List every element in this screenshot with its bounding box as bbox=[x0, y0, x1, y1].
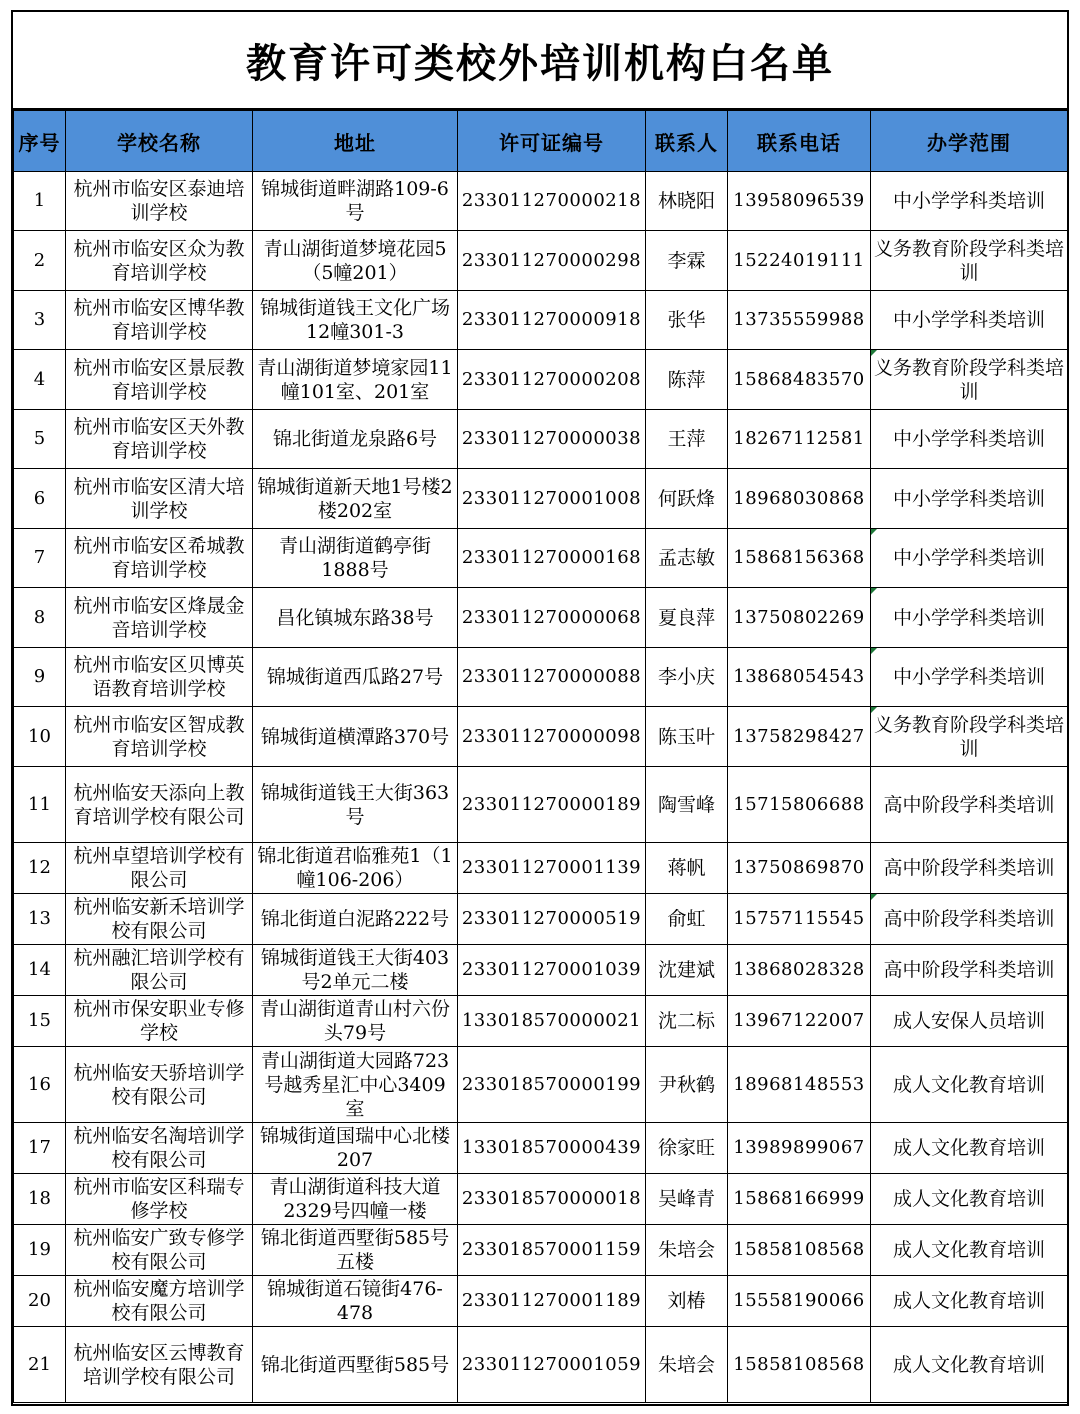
cell-contact: 王萍 bbox=[646, 410, 728, 469]
column-header-name: 学校名称 bbox=[66, 111, 253, 172]
cell-phone: 15858108568 bbox=[728, 1225, 871, 1276]
cell-contact: 朱培会 bbox=[646, 1225, 728, 1276]
cell-license-number: 233018570000018 bbox=[458, 1174, 646, 1225]
cell-phone: 18267112581 bbox=[728, 410, 871, 469]
cell-phone: 15224019111 bbox=[728, 231, 871, 291]
cell-contact: 吴峰青 bbox=[646, 1174, 728, 1225]
cell-school-name: 杭州市临安区希城教育培训学校 bbox=[66, 529, 253, 588]
cell-scope: 中小学学科类培训 bbox=[871, 469, 1068, 529]
cell-scope: 高中阶段学科类培训 bbox=[871, 945, 1068, 996]
cell-scope: 义务教育阶段学科类培训 bbox=[871, 231, 1068, 291]
table-row bbox=[14, 469, 1068, 529]
cell-comment-marker bbox=[871, 707, 877, 713]
table-row bbox=[14, 1174, 1068, 1225]
cell-contact: 沈建斌 bbox=[646, 945, 728, 996]
cell-scope: 成人文化教育培训 bbox=[871, 1123, 1068, 1174]
cell-scope: 中小学学科类培训 bbox=[871, 648, 1068, 707]
cell-phone: 13989899067 bbox=[728, 1123, 871, 1174]
cell-address: 青山湖街道梦境家园11幢101室、201室 bbox=[253, 350, 458, 410]
cell-phone: 13750869870 bbox=[728, 843, 871, 894]
cell-comment-marker bbox=[871, 529, 877, 535]
table-row bbox=[14, 1327, 1068, 1403]
cell-contact: 陶雪峰 bbox=[646, 767, 728, 843]
cell-comment-marker bbox=[871, 894, 877, 900]
cell-school-name: 杭州市保安职业专修学校 bbox=[66, 996, 253, 1047]
cell-school-name: 杭州临安天骄培训学校有限公司 bbox=[66, 1047, 253, 1123]
cell-scope: 中小学学科类培训 bbox=[871, 588, 1068, 648]
cell-license-number: 233018570001159 bbox=[458, 1225, 646, 1276]
table-row bbox=[14, 291, 1068, 350]
cell-no: 12 bbox=[14, 843, 66, 894]
cell-school-name: 杭州临安区云博教育培训学校有限公司 bbox=[66, 1327, 253, 1403]
cell-school-name: 杭州市临安区泰迪培训学校 bbox=[66, 172, 253, 231]
cell-no: 11 bbox=[14, 767, 66, 843]
table-row bbox=[14, 945, 1068, 996]
cell-no: 20 bbox=[14, 1276, 66, 1327]
cell-school-name: 杭州市临安区贝博英语教育培训学校 bbox=[66, 648, 253, 707]
table-row bbox=[14, 231, 1068, 291]
table-row bbox=[14, 1047, 1068, 1123]
cell-no: 6 bbox=[14, 469, 66, 529]
cell-address: 锦城街道钱王大街403号2单元二楼 bbox=[253, 945, 458, 996]
cell-school-name: 杭州临安新禾培训学校有限公司 bbox=[66, 894, 253, 945]
cell-no: 15 bbox=[14, 996, 66, 1047]
cell-license-number: 233011270000218 bbox=[458, 172, 646, 231]
table-row bbox=[14, 843, 1068, 894]
cell-school-name: 杭州临安魔方培训学校有限公司 bbox=[66, 1276, 253, 1327]
table-row bbox=[14, 648, 1068, 707]
cell-address: 青山湖街道鹤亭街1888号 bbox=[253, 529, 458, 588]
cell-address: 锦北街道西墅街585号五楼 bbox=[253, 1225, 458, 1276]
cell-contact: 陈玉叶 bbox=[646, 707, 728, 767]
cell-contact: 尹秋鹤 bbox=[646, 1047, 728, 1123]
cell-phone: 15868166999 bbox=[728, 1174, 871, 1225]
cell-phone: 15558190066 bbox=[728, 1276, 871, 1327]
cell-school-name: 杭州市临安区智成教育培训学校 bbox=[66, 707, 253, 767]
table-row bbox=[14, 529, 1068, 588]
table-body bbox=[14, 172, 1068, 1403]
cell-no: 1 bbox=[14, 172, 66, 231]
cell-contact: 蒋帆 bbox=[646, 843, 728, 894]
cell-phone: 13868028328 bbox=[728, 945, 871, 996]
cell-phone: 18968030868 bbox=[728, 469, 871, 529]
column-header-license: 许可证编号 bbox=[458, 111, 646, 172]
cell-no: 5 bbox=[14, 410, 66, 469]
cell-address: 锦城街道国瑞中心北楼207 bbox=[253, 1123, 458, 1174]
cell-address: 锦城街道横潭路370号 bbox=[253, 707, 458, 767]
table-row bbox=[14, 1123, 1068, 1174]
cell-scope: 义务教育阶段学科类培训 bbox=[871, 350, 1068, 410]
column-header-contact: 联系人 bbox=[646, 111, 728, 172]
cell-comment-marker bbox=[871, 588, 877, 594]
table-row bbox=[14, 1276, 1068, 1327]
cell-address: 锦北街道龙泉路6号 bbox=[253, 410, 458, 469]
table-row bbox=[14, 767, 1068, 843]
cell-address: 锦城街道石镜街476-478 bbox=[253, 1276, 458, 1327]
cell-license-number: 233011270000088 bbox=[458, 648, 646, 707]
column-header-phone: 联系电话 bbox=[728, 111, 871, 172]
cell-license-number: 233011270001059 bbox=[458, 1327, 646, 1403]
cell-school-name: 杭州市临安区清大培训学校 bbox=[66, 469, 253, 529]
cell-license-number: 233011270001139 bbox=[458, 843, 646, 894]
cell-school-name: 杭州卓望培训学校有限公司 bbox=[66, 843, 253, 894]
cell-phone: 18968148553 bbox=[728, 1047, 871, 1123]
cell-contact: 徐家旺 bbox=[646, 1123, 728, 1174]
cell-school-name: 杭州市临安区景辰教育培训学校 bbox=[66, 350, 253, 410]
cell-license-number: 233011270001039 bbox=[458, 945, 646, 996]
table-row bbox=[14, 350, 1068, 410]
cell-phone: 13750802269 bbox=[728, 588, 871, 648]
cell-license-number: 233011270000519 bbox=[458, 894, 646, 945]
cell-phone: 15715806688 bbox=[728, 767, 871, 843]
cell-scope: 中小学学科类培训 bbox=[871, 529, 1068, 588]
cell-license-number: 133018570000439 bbox=[458, 1123, 646, 1174]
cell-license-number: 233011270001008 bbox=[458, 469, 646, 529]
cell-no: 14 bbox=[14, 945, 66, 996]
cell-no: 19 bbox=[14, 1225, 66, 1276]
cell-phone: 13958096539 bbox=[728, 172, 871, 231]
cell-contact: 刘椿 bbox=[646, 1276, 728, 1327]
cell-address: 青山湖街道大园路723号越秀星汇中心3409室 bbox=[253, 1047, 458, 1123]
cell-comment-marker bbox=[871, 350, 877, 356]
cell-license-number: 233011270000068 bbox=[458, 588, 646, 648]
table-row bbox=[14, 1225, 1068, 1276]
cell-no: 3 bbox=[14, 291, 66, 350]
table-row bbox=[14, 172, 1068, 231]
cell-school-name: 杭州市临安区烽晟金音培训学校 bbox=[66, 588, 253, 648]
cell-license-number: 233011270000098 bbox=[458, 707, 646, 767]
table-row bbox=[14, 894, 1068, 945]
cell-no: 18 bbox=[14, 1174, 66, 1225]
cell-school-name: 杭州市临安区众为教育培训学校 bbox=[66, 231, 253, 291]
cell-phone: 13868054543 bbox=[728, 648, 871, 707]
cell-address: 锦城街道钱王大街363号 bbox=[253, 767, 458, 843]
cell-school-name: 杭州临安天添向上教育培训学校有限公司 bbox=[66, 767, 253, 843]
cell-school-name: 杭州临安名淘培训学校有限公司 bbox=[66, 1123, 253, 1174]
cell-license-number: 233011270000038 bbox=[458, 410, 646, 469]
column-header-address: 地址 bbox=[253, 111, 458, 172]
cell-scope: 成人文化教育培训 bbox=[871, 1225, 1068, 1276]
cell-no: 10 bbox=[14, 707, 66, 767]
cell-address: 锦城街道畔湖路109-6号 bbox=[253, 172, 458, 231]
cell-address: 昌化镇城东路38号 bbox=[253, 588, 458, 648]
cell-scope: 成人文化教育培训 bbox=[871, 1327, 1068, 1403]
cell-no: 21 bbox=[14, 1327, 66, 1403]
cell-contact: 夏良萍 bbox=[646, 588, 728, 648]
cell-scope: 高中阶段学科类培训 bbox=[871, 843, 1068, 894]
cell-scope: 成人文化教育培训 bbox=[871, 1276, 1068, 1327]
page-title: 教育许可类校外培训机构白名单 bbox=[246, 40, 834, 87]
cell-address: 锦城街道钱王文化广场12幢301-3 bbox=[253, 291, 458, 350]
cell-school-name: 杭州市临安区天外教育培训学校 bbox=[66, 410, 253, 469]
cell-no: 4 bbox=[14, 350, 66, 410]
cell-contact: 林晓阳 bbox=[646, 172, 728, 231]
cell-license-number: 233018570000199 bbox=[458, 1047, 646, 1123]
cell-no: 7 bbox=[14, 529, 66, 588]
cell-address: 锦北街道君临雅苑1（1幢106-206） bbox=[253, 843, 458, 894]
cell-license-number: 233011270000298 bbox=[458, 231, 646, 291]
cell-address: 锦城街道新天地1号楼2楼202室 bbox=[253, 469, 458, 529]
cell-address: 锦北街道白泥路222号 bbox=[253, 894, 458, 945]
whitelist-table bbox=[13, 110, 1068, 1403]
cell-address: 青山湖街道梦境花园5（5幢201） bbox=[253, 231, 458, 291]
cell-license-number: 233011270001189 bbox=[458, 1276, 646, 1327]
cell-address: 青山湖街道科技大道2329号四幢一楼 bbox=[253, 1174, 458, 1225]
header-row bbox=[14, 111, 1068, 172]
cell-no: 13 bbox=[14, 894, 66, 945]
cell-contact: 张华 bbox=[646, 291, 728, 350]
cell-comment-marker bbox=[871, 648, 877, 654]
cell-contact: 朱培会 bbox=[646, 1327, 728, 1403]
cell-school-name: 杭州市临安区科瑞专修学校 bbox=[66, 1174, 253, 1225]
cell-address: 锦北街道西墅街585号 bbox=[253, 1327, 458, 1403]
title-bar bbox=[13, 12, 1067, 110]
cell-phone: 13735559988 bbox=[728, 291, 871, 350]
cell-no: 8 bbox=[14, 588, 66, 648]
cell-license-number: 233011270000918 bbox=[458, 291, 646, 350]
cell-school-name: 杭州临安广致专修学校有限公司 bbox=[66, 1225, 253, 1276]
table-row bbox=[14, 707, 1068, 767]
cell-scope: 中小学学科类培训 bbox=[871, 291, 1068, 350]
cell-scope: 中小学学科类培训 bbox=[871, 410, 1068, 469]
cell-phone: 15858108568 bbox=[728, 1327, 871, 1403]
cell-scope: 高中阶段学科类培训 bbox=[871, 894, 1068, 945]
column-header-scope: 办学范围 bbox=[871, 111, 1068, 172]
cell-contact: 李霖 bbox=[646, 231, 728, 291]
cell-contact: 俞虹 bbox=[646, 894, 728, 945]
cell-phone: 15868483570 bbox=[728, 350, 871, 410]
cell-contact: 李小庆 bbox=[646, 648, 728, 707]
cell-license-number: 233011270000208 bbox=[458, 350, 646, 410]
column-header-no: 序号 bbox=[14, 111, 66, 172]
cell-contact: 陈萍 bbox=[646, 350, 728, 410]
table-row bbox=[14, 410, 1068, 469]
cell-scope: 高中阶段学科类培训 bbox=[871, 767, 1068, 843]
cell-address: 锦城街道西瓜路27号 bbox=[253, 648, 458, 707]
cell-phone: 15757115545 bbox=[728, 894, 871, 945]
cell-license-number: 233011270000168 bbox=[458, 529, 646, 588]
cell-address: 青山湖街道青山村六份头79号 bbox=[253, 996, 458, 1047]
cell-scope: 成人文化教育培训 bbox=[871, 1047, 1068, 1123]
cell-no: 2 bbox=[14, 231, 66, 291]
cell-phone: 13967122007 bbox=[728, 996, 871, 1047]
table-row bbox=[14, 996, 1068, 1047]
cell-license-number: 133018570000021 bbox=[458, 996, 646, 1047]
table-row bbox=[14, 588, 1068, 648]
cell-scope: 成人安保人员培训 bbox=[871, 996, 1068, 1047]
cell-school-name: 杭州市临安区博华教育培训学校 bbox=[66, 291, 253, 350]
cell-scope: 义务教育阶段学科类培训 bbox=[871, 707, 1068, 767]
cell-license-number: 233011270000189 bbox=[458, 767, 646, 843]
cell-contact: 何跃烽 bbox=[646, 469, 728, 529]
cell-school-name: 杭州融汇培训学校有限公司 bbox=[66, 945, 253, 996]
cell-scope: 成人文化教育培训 bbox=[871, 1174, 1068, 1225]
cell-phone: 13758298427 bbox=[728, 707, 871, 767]
cell-no: 17 bbox=[14, 1123, 66, 1174]
cell-scope: 中小学学科类培训 bbox=[871, 172, 1068, 231]
whitelist-sheet bbox=[11, 10, 1069, 1406]
cell-no: 16 bbox=[14, 1047, 66, 1123]
cell-contact: 孟志敏 bbox=[646, 529, 728, 588]
cell-phone: 15868156368 bbox=[728, 529, 871, 588]
cell-no: 9 bbox=[14, 648, 66, 707]
cell-contact: 沈二标 bbox=[646, 996, 728, 1047]
